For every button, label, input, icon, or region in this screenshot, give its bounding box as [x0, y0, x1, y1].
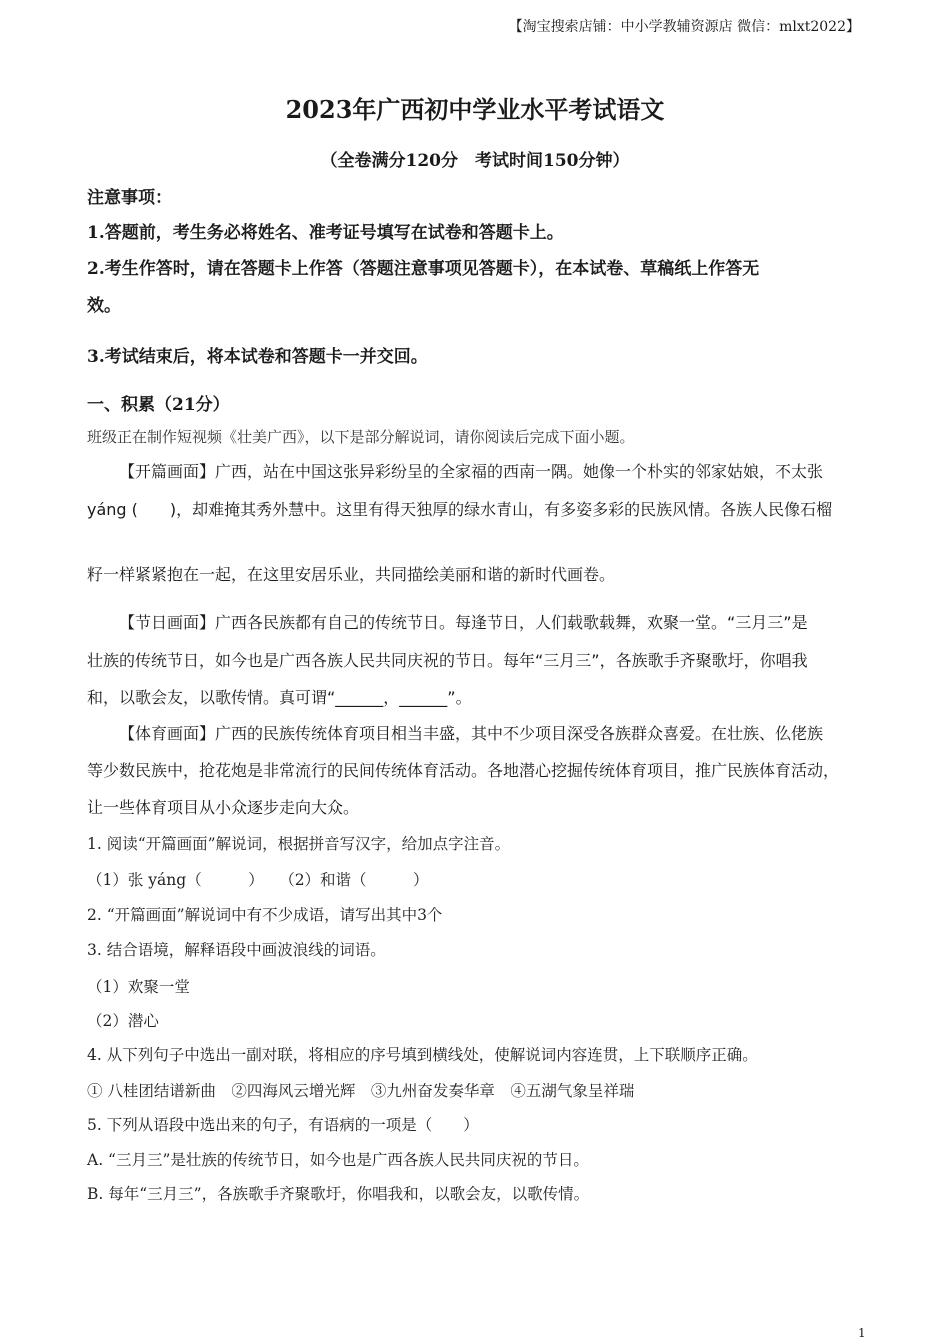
question-2: 2. “开篇画面”解说词中有不少成语，请写出其中3个	[87, 906, 443, 924]
header-note: 【淘宝搜索店铺：中小学教辅资源店 微信：mlxt2022】	[508, 19, 860, 35]
passage-paragraph-2-line-3: 和，以歌会友，以歌传情。真可谓“______，______”。	[87, 688, 472, 707]
question-1-parts: （1）张 yáng（ ） （2）和谐（ ）	[87, 871, 429, 889]
question-3: 3. 结合语境，解释语段中画波浪线的词语。	[87, 941, 386, 959]
notice-item-2-line-1: 2.考生作答时，请在答题卡上作答（答题注意事项见答题卡），在本试卷、草稿纸上作答无	[87, 259, 760, 279]
passage-paragraph-1-line-3: 籽一样紧紧抱在一起，在这里安居乐业，共同描绘美丽和谐的新时代画卷。	[87, 565, 616, 584]
question-3-part-1: （1）欢聚一堂	[87, 978, 190, 996]
passage-paragraph-2-line-1: 【节日画面】广西各民族都有自己的传统节日。每逢节日，人们载歌载舞，欢聚一堂。“三月三”是	[119, 613, 808, 632]
passage-paragraph-1-line-2: yáng ( )，却难掩其秀外慧中。这里有得天独厚的绿水青山，有多姿多彩的民族风情。各族人民像石榴	[87, 500, 833, 519]
passage-paragraph-3-line-3: 让一些体育项目从小众逐步走向大众。	[87, 798, 360, 817]
notice-item-1: 1.答题前，考生务必将姓名、准考证号填写在试卷和答题卡上。	[87, 223, 564, 243]
passage-paragraph-2-line-2: 壮族的传统节日，如今也是广西各族人民共同庆祝的节日。每年“三月三”，各族歌手齐聚歌圩，你唱我	[87, 651, 808, 670]
question-1: 1. 阅读“开篇画面”解说词，根据拼音写汉字，给加点字注音。	[87, 835, 511, 853]
exam-title: 2023年广西初中学业水平考试语文	[285, 95, 665, 124]
question-5-option-a: A. “三月三”是壮族的传统节日，如今也是广西各族人民共同庆祝的节日。	[87, 1151, 589, 1169]
passage-paragraph-1-line-1: 【开篇画面】广西，站在中国这张异彩纷呈的全家福的西南一隅。她像一个朴实的邻家姑娘，不太张	[119, 462, 824, 481]
question-4-options: ① 八桂团结谱新曲 ②四海风云增光辉 ③九州奋发奏华章 ④五湖气象呈祥瑞	[87, 1082, 635, 1100]
question-3-part-2: （2）潜心	[87, 1012, 159, 1030]
section-1-heading: 一、积累（21分）	[87, 395, 230, 415]
exam-subtitle: （全卷满分120分 考试时间150分钟）	[320, 151, 630, 171]
section-1-intro: 班级正在制作短视频《壮美广西》，以下是部分解说词，请你阅读后完成下面小题。	[87, 428, 635, 446]
passage-paragraph-3-line-1: 【体育画面】广西的民族传统体育项目相当丰盛，其中不少项目深受各族群众喜爱。在壮族、仫佬族	[119, 724, 824, 743]
question-4: 4. 从下列句子中选出一副对联，将相应的序号填到横线处，使解说词内容连贯，上下联顺序正确。	[87, 1046, 758, 1064]
page-number: 1	[858, 1326, 866, 1340]
notice-heading: 注意事项：	[87, 188, 172, 208]
notice-item-3: 3.考试结束后，将本试卷和答题卡一并交回。	[87, 347, 428, 367]
notice-item-2-line-2: 效。	[87, 296, 121, 316]
question-5: 5. 下列从语段中选出来的句子，有语病的一项是（ ）	[87, 1116, 479, 1134]
passage-paragraph-3-line-2: 等少数民族中，抢花炮是非常流行的民间传统体育活动。各地潜心挖掘传统体育项目，推广民族体育活动，	[87, 761, 840, 780]
question-5-option-b: B. 每年“三月三”，各族歌手齐聚歌圩，你唱我和，以歌会友，以歌传情。	[87, 1185, 590, 1203]
